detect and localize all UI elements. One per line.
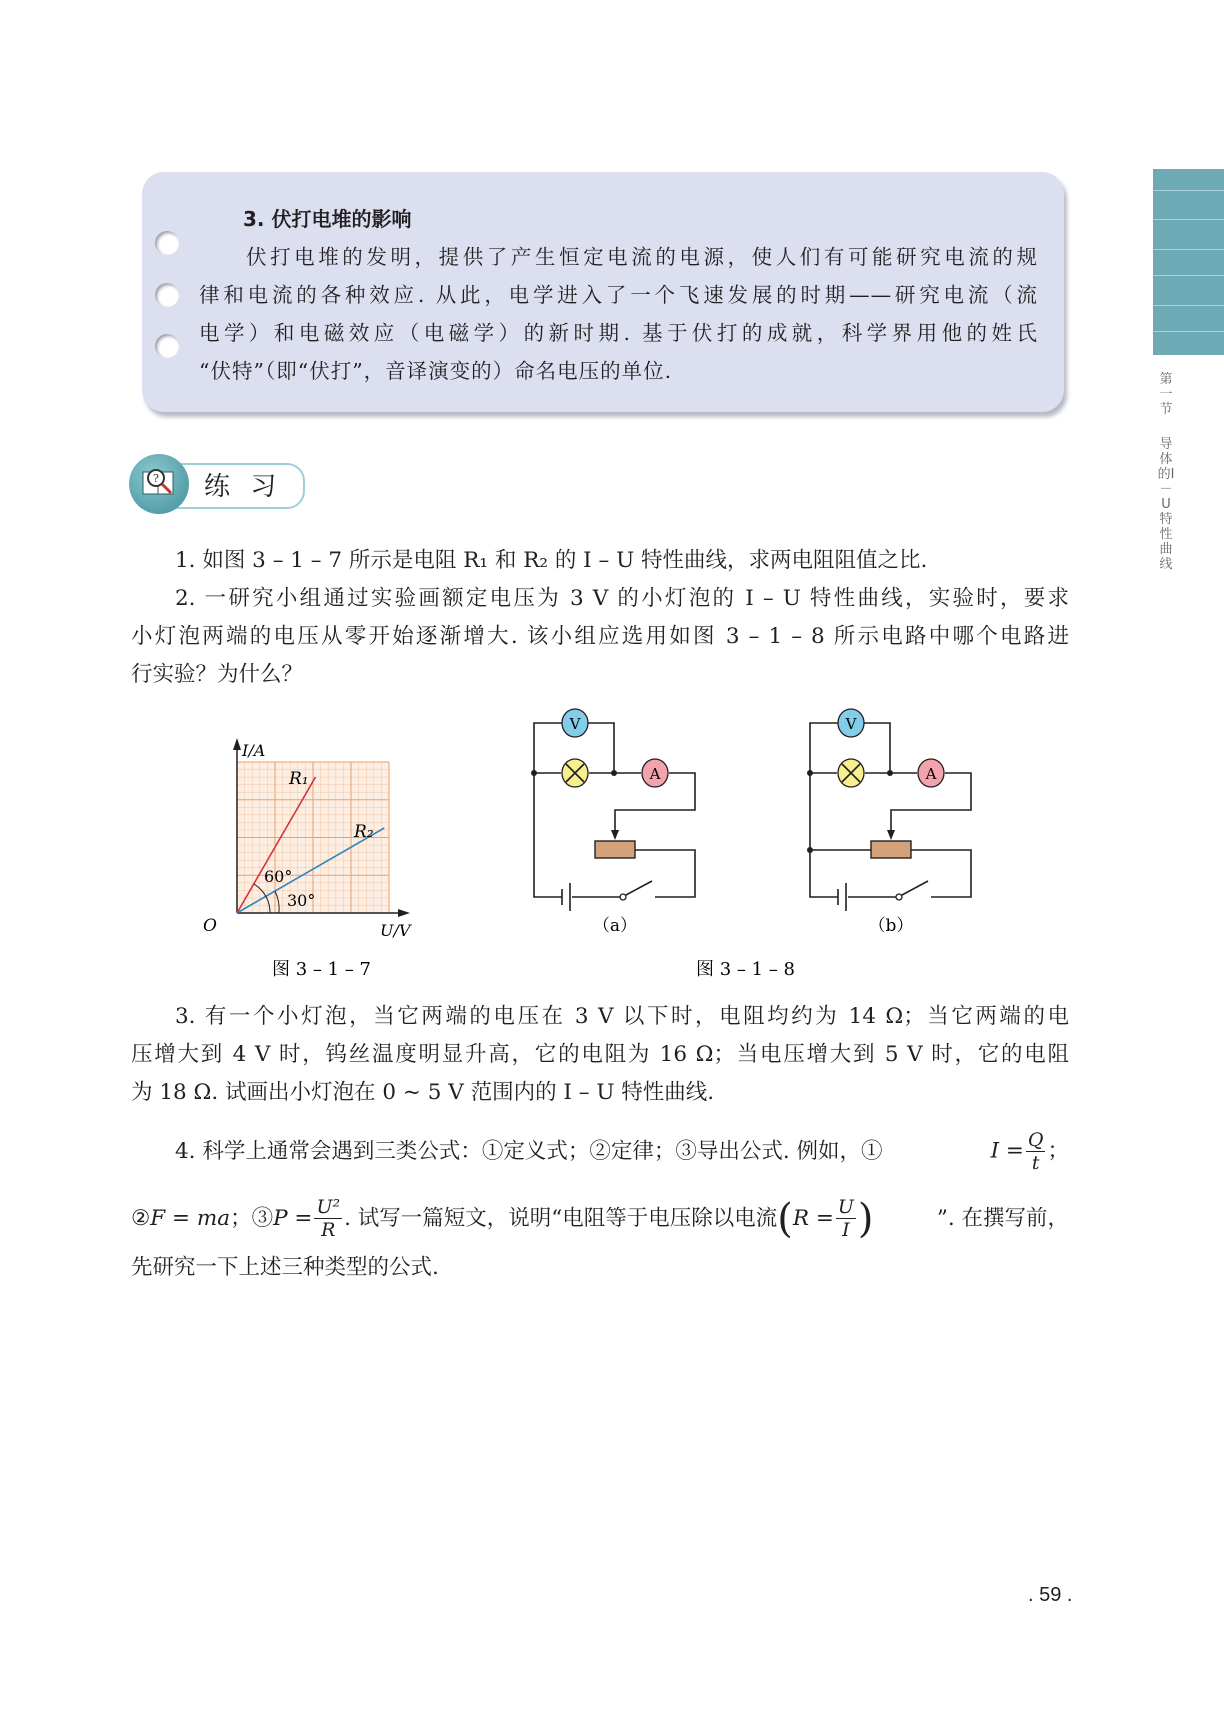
origin-label: O	[203, 916, 217, 936]
formula-force: F = ma	[150, 1205, 231, 1231]
question-2-line: 行实验？为什么？	[131, 662, 304, 687]
info-box-line: 电学）和电磁效应（电磁学）的新时期. 基于伏打的成就，科学界用他的姓氏	[199, 321, 1038, 345]
y-axis-label: I/A	[242, 741, 266, 760]
x-axis-label: U/V	[380, 921, 411, 940]
formula-power-fraction: $\frac{\text{U²}}{R}$	[316, 1196, 341, 1241]
iu-graph	[203, 738, 412, 940]
exercise-title: 练 习	[204, 472, 283, 502]
circuit-b	[807, 709, 971, 936]
question-3-line: 压增大到 4 V 时，钨丝温度明显升高，它的电阻为 16 Ω；当电压增大到 5 V 时，它的电阻	[131, 1042, 1069, 1067]
rheostat	[595, 841, 635, 858]
circuit-label: （b）	[868, 916, 914, 936]
y-axis-arrow	[233, 738, 241, 750]
info-box-line: 伏打电堆的发明，提供了产生恒定电流的电源，使人们有可能研究电流的规	[246, 245, 1038, 269]
r2-label: R₂	[354, 822, 374, 842]
question-4-line-3: 先研究一下上述三种类型的公式.	[131, 1255, 439, 1280]
question-1: 1. 如图 3 – 1 – 7 所示是电阻 R₁ 和 R₂ 的 I – U 特性曲线，求两电阻阻值之比.	[175, 548, 928, 573]
circuit-a	[531, 709, 695, 936]
chapter-side-tab	[1153, 169, 1224, 355]
question-2-line: 2. 一研究小组通过实验画额定电压为 3 V 的小灯泡的 I – U 特性曲线，实验时，要求	[175, 586, 1069, 611]
question-4-line-2: ② F = ma ；③ P = $\frac{\text{U²}}{R}$ . 试写一篇短文，说明“电阻等于电压除以电流 ( R = $\frac{U}{I}$ ) ”. 在撰写前，	[131, 1195, 1069, 1242]
angle-60-label: 60°	[264, 867, 293, 886]
formula-current-lhs: I =	[990, 1138, 1024, 1164]
svg-text:?: ?	[153, 472, 159, 485]
r1-label: R₁	[289, 769, 309, 789]
side-section-title: 导体的I－U特性曲线	[1157, 437, 1175, 572]
side-section-label: 第一节	[1159, 372, 1173, 417]
question-2-line: 小灯泡两端的电压从零开始逐渐增大. 该小组应选用如图 3 – 1 – 8 所示电路中哪个电路进	[131, 624, 1069, 649]
circuit-label: （a）	[592, 916, 638, 936]
voltmeter-label: V	[845, 715, 857, 733]
binder-hole	[155, 334, 179, 358]
binder-hole	[155, 231, 179, 255]
figures	[200, 700, 1000, 980]
question-4-line-1: 4. 科学上通常会遇到三类公式：①定义式；②定律；③导出公式. 例如，① I = $\frac{Q}{t}$ ；	[175, 1129, 1069, 1174]
angle-30-label: 30°	[287, 891, 316, 910]
info-box-line: “伏特”（即“伏打”，音译演变的）命名电压的单位.	[199, 359, 673, 383]
fig-3-1-7-caption: 图 3 – 1 – 7	[272, 959, 371, 980]
info-box-line: 律和电流的各种效应. 从此，电学进入了一个飞速发展的时期——研究电流（流	[199, 283, 1038, 307]
page-number: . 59 .	[1028, 1584, 1073, 1606]
slider-arrow-icon	[611, 830, 619, 840]
question-3-line: 3. 有一个小灯泡，当它两端的电压在 3 V 以下时，电阻均约为 14 Ω；当它两端的电	[175, 1004, 1069, 1029]
ammeter-label: A	[649, 765, 661, 783]
voltmeter-label: V	[569, 715, 581, 733]
rheostat	[871, 841, 911, 858]
book-magnifier-icon	[129, 454, 189, 514]
formula-resistance-fraction: $\frac{U}{I}$	[837, 1196, 854, 1241]
ammeter-label: A	[925, 765, 937, 783]
switch	[902, 881, 928, 895]
exercise-badge	[129, 454, 304, 514]
x-axis-arrow	[398, 909, 410, 917]
switch	[626, 881, 652, 895]
binder-hole	[155, 283, 179, 307]
formula-current-fraction: $\frac{Q}{t}$	[1027, 1129, 1044, 1174]
question-3-line: 为 18 Ω. 试画出小灯泡在 0 ~ 5 V 范围内的 I – U 特性曲线.	[131, 1080, 715, 1105]
info-box-heading: 3. 伏打电堆的影响	[243, 207, 412, 231]
fig-3-1-8-caption: 图 3 – 1 – 8	[696, 959, 795, 980]
slider-arrow-icon	[887, 830, 895, 840]
